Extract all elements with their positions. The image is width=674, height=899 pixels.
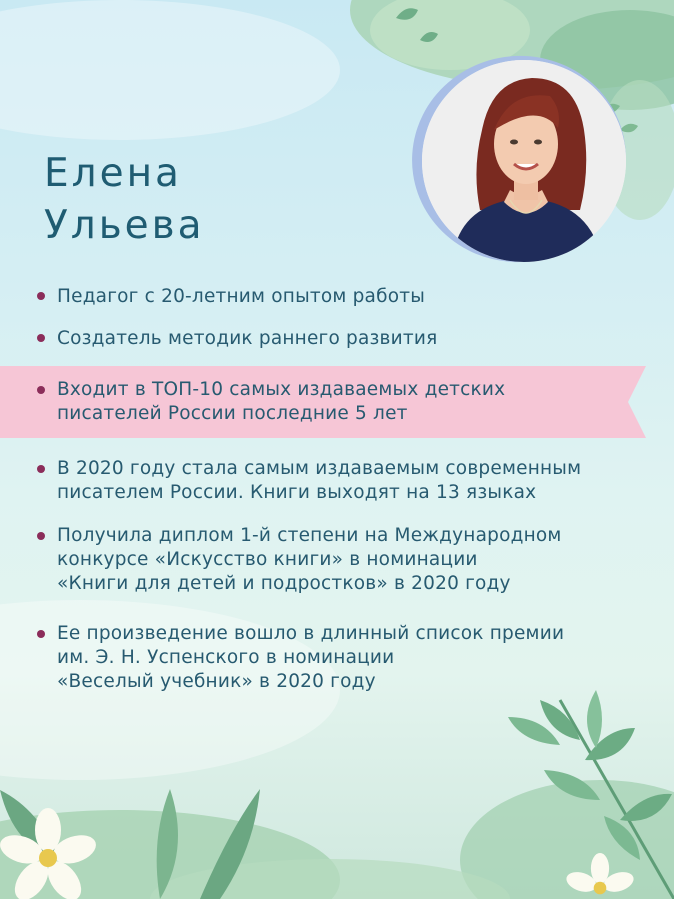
list-item-highlighted	[57, 378, 657, 426]
bullet-dot-icon	[37, 334, 45, 342]
list-item-text: писателей России последние 5 лет	[57, 403, 408, 424]
list-item	[57, 327, 657, 351]
bullet-dot-icon	[37, 292, 45, 300]
list-item	[57, 457, 657, 505]
list-item	[57, 524, 657, 596]
list-item-text: «Веселый учебник» в 2020 году	[57, 671, 376, 692]
list-item-text: Получила диплом 1-й степени на Международном	[57, 525, 562, 546]
list-item-text: Ее произведение вошло в длинный список премии	[57, 623, 565, 644]
list-item-text: «Книги для детей и подростков» в 2020 году	[57, 573, 511, 594]
list-item-text: писателем России. Книги выходят на 13 языках	[57, 482, 537, 503]
author-first-name: Елена	[44, 151, 182, 196]
bullet-dot-icon	[37, 532, 45, 540]
list-item-text: Педагог с 20-летним опытом работы	[57, 286, 426, 307]
list-item-text: конкурсе «Искусство книги» в номинации	[57, 549, 478, 570]
bullet-dot-icon	[37, 465, 45, 473]
list-item	[57, 285, 657, 309]
list-item-text: Создатель методик раннего развития	[57, 328, 438, 349]
list-item-text: В 2020 году стала самым издаваемым современным	[57, 458, 582, 479]
list-item	[57, 622, 657, 694]
author-last-name: Ульева	[44, 203, 205, 248]
bullet-dot-icon	[37, 630, 45, 638]
list-item-text: им. Э. Н. Успенского в номинации	[57, 647, 395, 668]
list-item-text: Входит в ТОП-10 самых издаваемых детских	[57, 379, 506, 400]
bullet-dot-icon	[37, 386, 45, 394]
